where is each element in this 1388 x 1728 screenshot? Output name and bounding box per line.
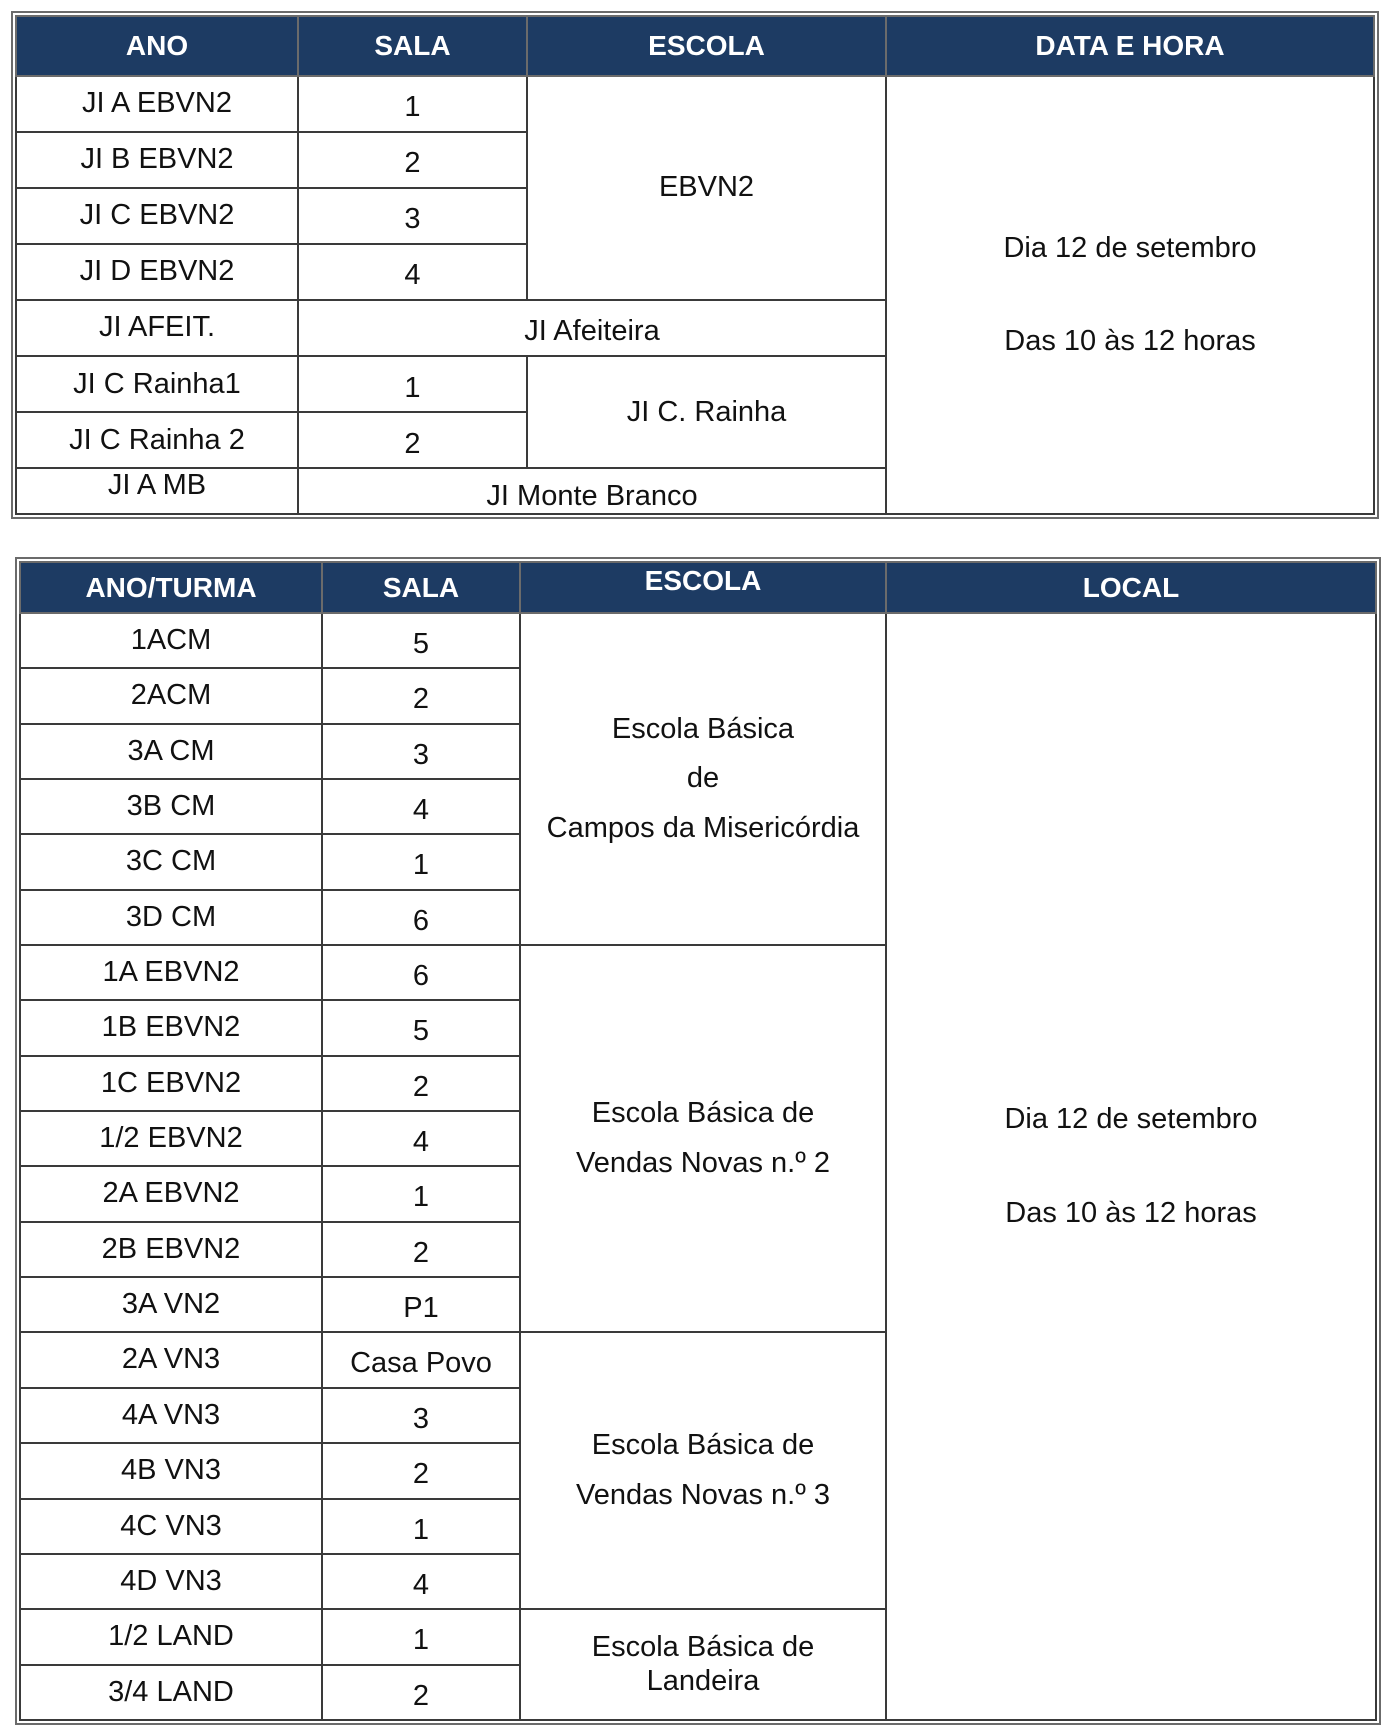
cell-ano: JI A EBVN2 [16, 76, 298, 132]
cell-sala: 4 [322, 1554, 520, 1609]
cell-turma: 3D CM [20, 890, 322, 945]
cell-sala: 2 [322, 1665, 520, 1720]
cell-turma: 4C VN3 [20, 1499, 322, 1554]
local-dia: Dia 12 de setembro [1004, 1103, 1258, 1136]
cell-sala: 4 [298, 244, 527, 300]
cell-turma: 3B CM [20, 779, 322, 834]
table-row [20, 613, 1376, 668]
cell-escola-landeira [520, 1609, 886, 1720]
cell-sala: 4 [322, 779, 520, 834]
table-header-row [16, 16, 1374, 76]
cell-turma: 3/4 LAND [20, 1665, 322, 1720]
cell-sala: 1 [322, 1609, 520, 1664]
cell-sala: 6 [322, 890, 520, 945]
cell-turma: 3A CM [20, 724, 322, 779]
cell-turma: 4D VN3 [20, 1554, 322, 1609]
cell-sala: 3 [322, 724, 520, 779]
cell-turma: 3A VN2 [20, 1277, 322, 1332]
escola-line: Escola Básica de [591, 1631, 815, 1664]
escola-line: Escola Básica de [591, 1429, 815, 1462]
cell-sala: 1 [322, 1166, 520, 1221]
cell-data-hora [886, 76, 1374, 514]
escola-line: Campos da Misericórdia [546, 811, 860, 844]
table-row [16, 76, 1374, 132]
cell-ano: JI A MB [16, 468, 298, 514]
escola-line: Vendas Novas n.º 3 [575, 1478, 831, 1511]
cell-sala: 1 [298, 76, 527, 132]
cell-ano: JI D EBVN2 [16, 244, 298, 300]
cell-ano: JI C Rainha1 [16, 356, 298, 412]
cell-sala: 3 [298, 188, 527, 244]
cell-turma: 1/2 EBVN2 [20, 1111, 322, 1166]
cell-sala: 3 [322, 1388, 520, 1443]
cell-escola-campos [520, 613, 886, 945]
data-hora-dia: Dia 12 de setembro [1003, 231, 1257, 264]
cell-sala: 2 [322, 1222, 520, 1277]
cell-escola-vn2 [520, 945, 886, 1332]
cell-ano: JI AFEIT. [16, 300, 298, 356]
cell-sala-escola: JI Afeiteira [298, 300, 886, 356]
cell-escola-vn3 [520, 1332, 886, 1609]
escola-line: Escola Básica de [591, 1097, 815, 1130]
header-sala: SALA [298, 16, 527, 76]
cell-ano: JI C EBVN2 [16, 188, 298, 244]
escola-line: de [686, 762, 720, 795]
cell-turma: 1A EBVN2 [20, 945, 322, 1000]
cell-turma: 2ACM [20, 668, 322, 723]
cell-turma: 2B EBVN2 [20, 1222, 322, 1277]
cell-turma: 1C EBVN2 [20, 1056, 322, 1111]
cell-turma: 1/2 LAND [20, 1609, 322, 1664]
cell-sala: 4 [322, 1111, 520, 1166]
cell-ano: JI C Rainha 2 [16, 412, 298, 468]
cell-sala: 1 [298, 356, 527, 412]
cell-turma: 1B EBVN2 [20, 1000, 322, 1055]
header-data-hora: DATA E HORA [886, 16, 1374, 76]
cell-turma: 2A EBVN2 [20, 1166, 322, 1221]
cell-ano: JI B EBVN2 [16, 132, 298, 188]
cell-sala: 2 [322, 1056, 520, 1111]
header-ano: ANO [16, 16, 298, 76]
schedule-table-primary [15, 557, 1381, 1725]
cell-turma: 4A VN3 [20, 1388, 322, 1443]
cell-sala: 2 [322, 1443, 520, 1498]
cell-escola-rainha: JI C. Rainha [527, 356, 886, 468]
cell-turma: 1ACM [20, 613, 322, 668]
cell-turma: 4B VN3 [20, 1443, 322, 1498]
escola-line: Escola Básica [611, 713, 795, 746]
data-hora-horas: Das 10 às 12 horas [1004, 325, 1256, 357]
header-local: LOCAL [886, 562, 1376, 613]
cell-turma: 2A VN3 [20, 1332, 322, 1387]
cell-sala: 1 [322, 834, 520, 889]
escola-line: Landeira [646, 1664, 760, 1697]
header-escola: ESCOLA [520, 562, 886, 613]
header-ano-turma: ANO/TURMA [20, 562, 322, 613]
local-horas: Das 10 às 12 horas [1005, 1196, 1257, 1229]
cell-sala: 1 [322, 1499, 520, 1554]
cell-escola-ebvn2: EBVN2 [527, 76, 886, 300]
cell-sala: 5 [322, 613, 520, 668]
cell-sala: 2 [322, 668, 520, 723]
cell-turma: 3C CM [20, 834, 322, 889]
schedule-table-preschool [11, 11, 1379, 519]
cell-sala: 2 [298, 132, 527, 188]
cell-sala-escola: JI Monte Branco [298, 468, 886, 514]
cell-sala: 6 [322, 945, 520, 1000]
header-sala: SALA [322, 562, 520, 613]
cell-local [886, 613, 1376, 1720]
cell-sala: Casa Povo [322, 1332, 520, 1387]
cell-sala: P1 [322, 1277, 520, 1332]
escola-line: Vendas Novas n.º 2 [575, 1146, 831, 1179]
cell-sala: 5 [322, 1000, 520, 1055]
header-escola: ESCOLA [527, 16, 886, 76]
table-header-row [20, 562, 1376, 613]
cell-sala: 2 [298, 412, 527, 468]
